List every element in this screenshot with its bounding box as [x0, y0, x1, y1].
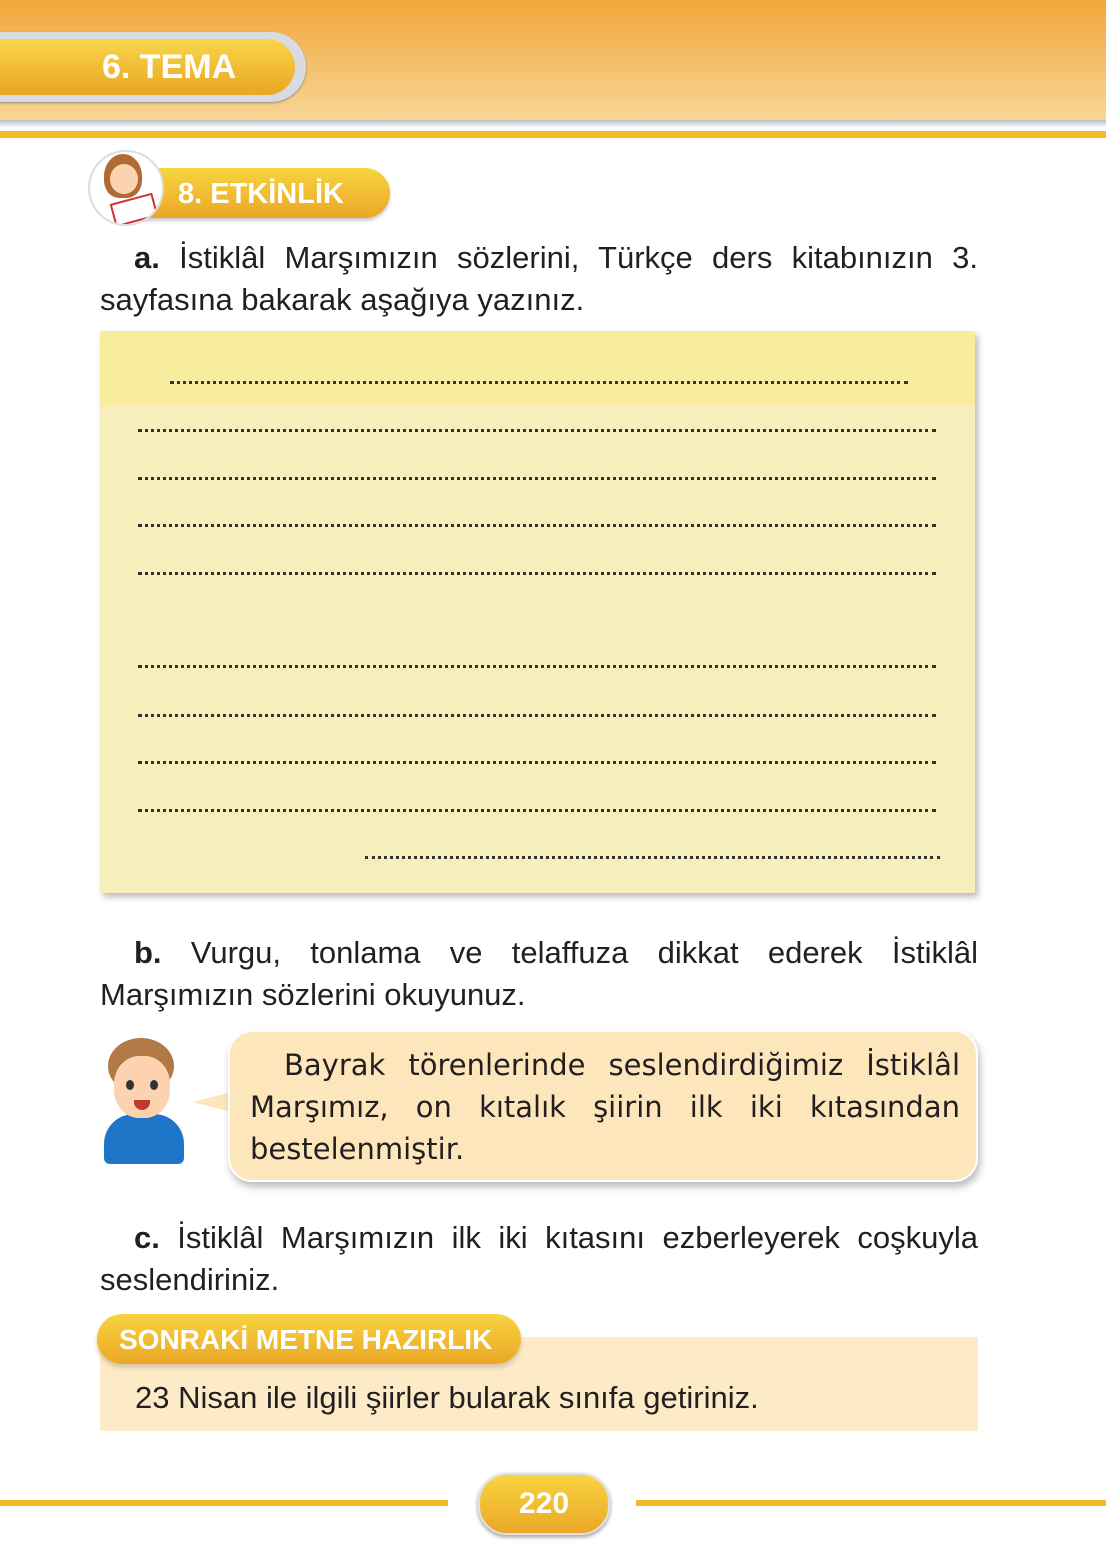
- speech-bubble-tail: [192, 1092, 232, 1112]
- writing-line[interactable]: [138, 665, 936, 668]
- writing-area[interactable]: [100, 331, 975, 893]
- footer-line-right: [636, 1500, 1106, 1506]
- next-text-prep-title: SONRAKİ METNE HAZIRLIK: [97, 1314, 521, 1364]
- part-a-text: İstiklâl Marşımızın sözlerini, Türkçe ders kitabınızın 3. sayfasına bakarak aşağıya yazınız.: [100, 240, 978, 317]
- page-number: 220: [478, 1473, 610, 1535]
- header-divider: [0, 120, 1106, 128]
- writing-line[interactable]: [170, 381, 908, 384]
- theme-badge: [0, 32, 306, 102]
- part-c-text: İstiklâl Marşımızın ilk iki kıtasını ezberleyerek coşkuyla seslendiriniz.: [100, 1220, 978, 1297]
- writing-line[interactable]: [138, 809, 936, 812]
- writing-line[interactable]: [365, 856, 940, 859]
- writing-line[interactable]: [138, 572, 936, 575]
- theme-label: 6. TEMA: [0, 39, 295, 95]
- boy-illustration: [100, 1038, 190, 1168]
- header-line: [0, 131, 1106, 138]
- writing-line[interactable]: [138, 524, 936, 527]
- writing-line[interactable]: [138, 429, 936, 432]
- part-c-letter: c.: [134, 1220, 160, 1255]
- next-text-prep-text: 23 Nisan ile ilgili şiirler bularak sınıfa getiriniz.: [135, 1380, 759, 1415]
- speech-bubble: [228, 1030, 978, 1182]
- writing-line[interactable]: [138, 714, 936, 717]
- part-b-letter: b.: [134, 935, 162, 970]
- part-a-letter: a.: [134, 240, 160, 275]
- part-b-instruction: [100, 932, 978, 1016]
- part-c-instruction: [100, 1217, 978, 1301]
- part-a-instruction: [100, 237, 978, 321]
- activity-badge: 8. ETKİNLİK: [140, 168, 390, 218]
- writing-line[interactable]: [138, 761, 936, 764]
- girl-writing-illustration: [88, 150, 164, 226]
- footer-line-left: [0, 1500, 448, 1506]
- writing-line[interactable]: [138, 477, 936, 480]
- speech-bubble-text: Bayrak törenlerinde seslendirdiğimiz İstiklâl Marşımız, on kıtalık şiirin ilk iki kıtasından bestelenmiştir.: [250, 1048, 960, 1166]
- part-b-text: Vurgu, tonlama ve telaffuza dikkat ederek İstiklâl Marşımızın sözlerini okuyunuz.: [100, 935, 978, 1012]
